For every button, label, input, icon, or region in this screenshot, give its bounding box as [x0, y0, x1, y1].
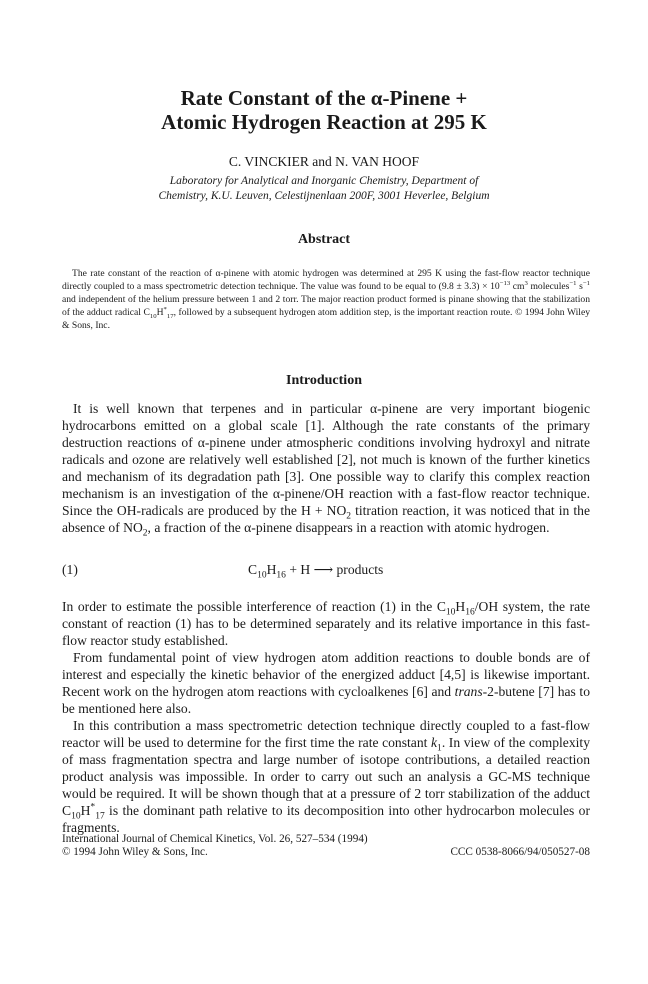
equation-body: $C_{10}H_{16} + H$ ⟶ products — [248, 562, 384, 581]
authors: C. VINCKIER and N. VAN HOOF — [228, 154, 420, 169]
equation-number: (1) — [62, 562, 78, 577]
abstract-heading: Abstract — [297, 232, 351, 247]
intro-paragraph-2: In order to estimate the possible interference of reaction (1) in the $C_{10}H_{16}/OH$ system, the rate constant of reaction (1) has to be determined separately and its relative importance in this fast-flow reactor study established. — [62, 599, 590, 648]
intro-paragraph-1: It is well known that terpenes and in particular α-pinene are very important biogenic hydrocarbons emitted on a global scale [1]. Although the rate constants of the primary destruction reactions of α-pinene under atmospheric conditions involving hydroxyl and nitrate radicals and ozone are relatively well established [2], not much is known of the further kinetics and mechanism of its degradation path [3]. One possible way to clarify this complex reaction mechanism is an investigation of the α-pinene/OH reaction with a fast-flow reactor technique. Since the OH-radicals are produced by the $H + NO_2$ titration reaction, it was noticed that in the absence of $NO_2$, a fraction of the α-pinene disappears in a reaction with atomic hydrogen. — [62, 401, 590, 539]
copyright-notice: © 1994 John Wiley & Sons, Inc. — [62, 846, 208, 858]
intro-paragraph-4: In this contribution a mass spectrometric detection technique directly coupled to a fast-flow reactor will be used to determine for the first time the rate constant $k_1$. In view of the complexity of mass fragmentation spectra and large number of isotope contributions, a detailed reaction product analysis was impossible. In order to carry out such an analysis a GC-MS technique would be required. It will be shown though that at a pressure of 2 torr stabilization of the adduct $C_{10}H^*_{17}$ is the dominant path relative to its decomposition into other hydrocarbon molecules or fragments. — [62, 718, 590, 835]
affiliation-line-1: Laboratory for Analytical and Inorganic Chemistry, Department of — [169, 175, 479, 187]
abstract-text: The rate constant of the reaction of α-pinene with atomic hydrogen was determined at 295 K using the fast-flow reactor technique directly coupled to a mass spectrometric detection technique. The value was found to be equal to $(9.8 \pm 3.3) \times 10^{-13}$ $cm^3$ molecules$^{-1}$ $s^{-1}$ and independent of the helium pressure between 1 and 2 torr. The major reaction product formed is pinane showing that the stabilization of the adduct radical $C_{10}H^*_{17}$, followed by a subsequent hydrogen atom addition step, is the important reaction route. © 1994 John Wiley & Sons, Inc. — [62, 268, 590, 331]
article-title-line-1: Rate Constant of the α-Pinene + — [180, 86, 468, 110]
journal-citation: International Journal of Chemical Kinetics, Vol. 26, 527–534 (1994) — [62, 833, 368, 845]
article-title-line-2: Atomic Hydrogen Reaction at 295 K — [161, 110, 487, 134]
intro-paragraph-3: From fundamental point of view hydrogen atom addition reactions to double bonds are of interest and especially the kinetic behavior of the energized adduct [4,5] is likewise important. Recent work on the hydrogen atom reactions with cycloalkenes [6] and trans-2-butene [7] has to be mentioned here also. — [62, 650, 590, 716]
page-footer — [62, 833, 590, 859]
affiliation-line-2: Chemistry, K.U. Leuven, Celestijnenlaan 200F, 3001 Heverlee, Belgium — [158, 190, 490, 202]
introduction-heading: Introduction — [286, 373, 362, 388]
intro-body-continued — [62, 598, 590, 836]
ccc-code: CCC 0538-8066/94/050527-08 — [450, 846, 590, 858]
